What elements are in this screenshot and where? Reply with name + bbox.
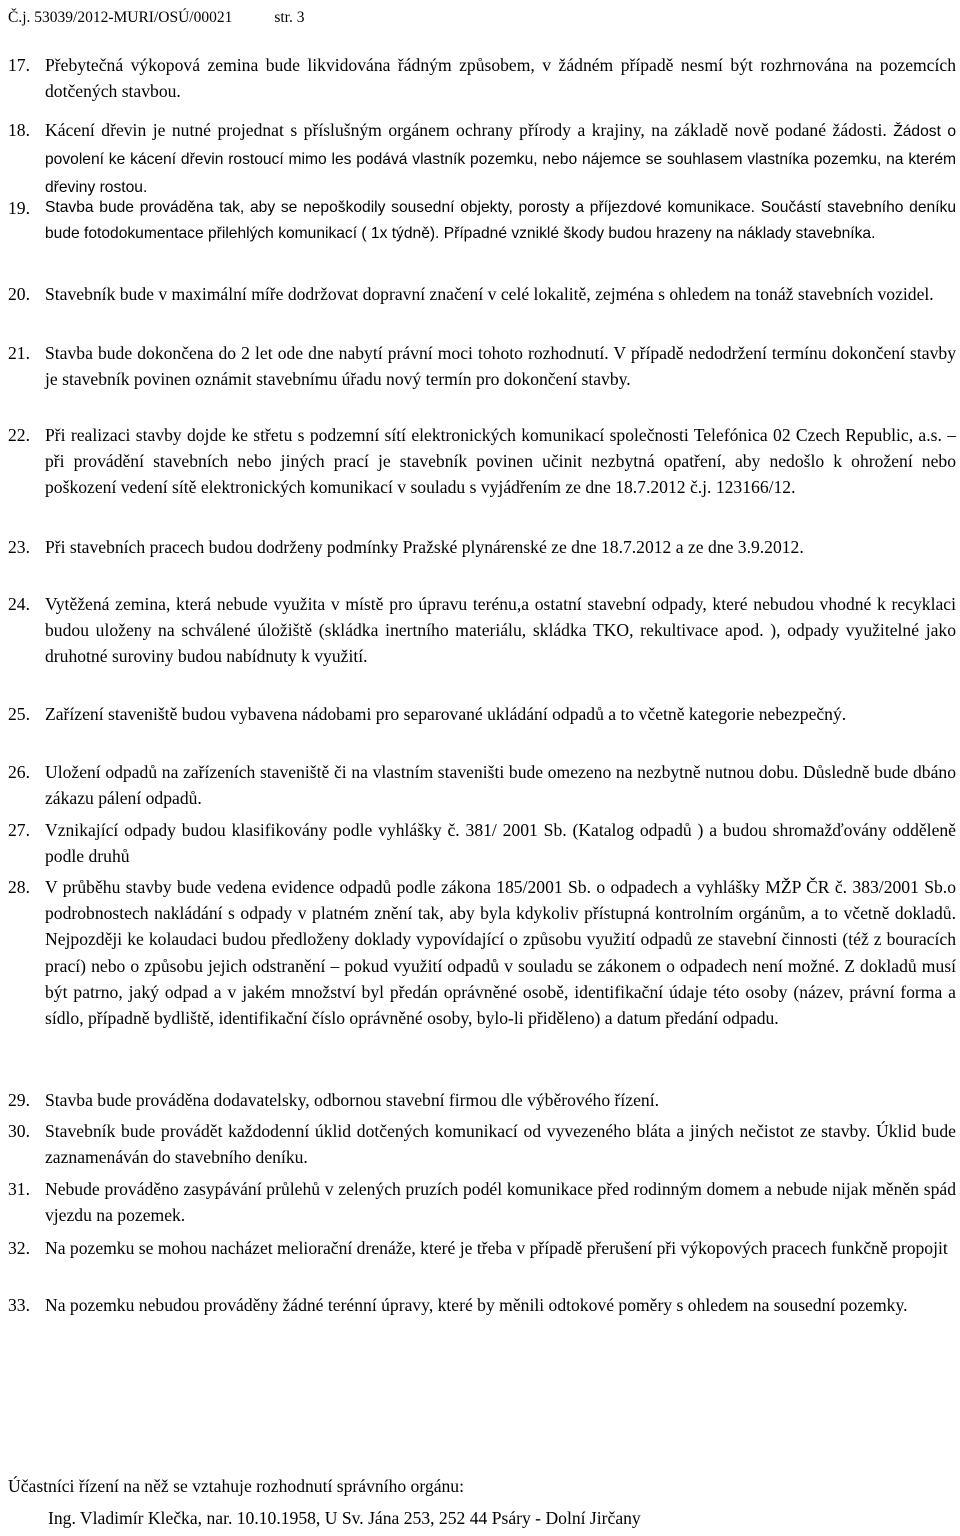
item-text-main: Kácení dřevin je nutné projednat s příslušným orgánem ochrany přírody a krajiny, na základě nově podané žádosti.	[45, 120, 887, 140]
item-number: 18.	[8, 120, 30, 140]
item-number: 26.	[8, 762, 30, 782]
participant-entry: Ing. Vladimír Klečka, nar. 10.10.1958, U Sv. Jána 253, 252 44 Psáry - Dolní Jirčany	[48, 1508, 641, 1528]
item-number: 20.	[8, 284, 30, 304]
condition-item-19	[8, 195, 956, 247]
item-number: 30.	[8, 1121, 30, 1141]
condition-item-18	[8, 117, 956, 202]
item-text: Vytěžená zemina, která nebude využita v místě pro úpravu terénu,a ostatní stavební odpady, které nebudou vhodné k recyklaci budou uloženy na schválené úložiště (skládka inertního materiálu, skládka TKO, rekultivace apod. ), odpady využitelné jako druhotné suroviny budou nabídnuty k využití.	[45, 594, 956, 667]
item-number: 23.	[8, 537, 30, 557]
item-number: 17.	[8, 55, 30, 75]
item-number: 32.	[8, 1238, 30, 1258]
item-text: Stavba bude prováděna dodavatelsky, odbornou stavební firmou dle výběrového řízení.	[45, 1090, 659, 1110]
item-text: V průběhu stavby bude vedena evidence odpadů podle zákona 185/2001 Sb. o odpadech a vyhlášky MŽP ČR č. 383/2001 Sb.o podrobnostech nakládání s odpady v platném znění tak, aby byla kdykoliv přístupná kontrolním orgánům, a to včetně dokladů. Nejpozději ke kolaudaci budou předloženy doklady vypovídající o způsobu využití odpadů ze stavební činnosti (též z bouracích prací) nebo o způsobu jejich odstranění – pokud využití odpadů v souladu se zákonem o odpadech není možné. Z dokladů musí být patrno, jaký odpad a v jakém množství byl předán oprávněné osobě, identifikační údaje této osoby (název, právní forma a sídlo, případně bydliště, identifikační číslo oprávněné osoby, bylo-li přiděleno) a datum předání odpadu.	[45, 877, 956, 1029]
condition-item-32	[8, 1235, 956, 1261]
item-text: Na pozemku se mohou nacházet meliorační drenáže, které je třeba v případě přerušení při výkopových pracech funkčně propojit	[45, 1238, 948, 1258]
item-text: Při stavebních pracech budou dodrženy podmínky Pražské plynárenské ze dne 18.7.2012 a ze dne 3.9.2012.	[45, 537, 804, 557]
item-text: Stavebník bude v maximální míře dodržovat dopravní značení v celé lokalitě, zejména s ohledem na tonáž stavebních vozidel.	[45, 284, 934, 304]
item-number: 28.	[8, 877, 30, 897]
item-text: Stavba bude dokončena do 2 let ode dne nabytí právní moci tohoto rozhodnutí. V případě nedodržení termínu dokončení stavby je stavebník povinen oznámit stavebnímu úřadu nový termín pro dokončení stavby.	[45, 343, 956, 390]
item-number: 29.	[8, 1090, 30, 1110]
item-number: 24.	[8, 594, 30, 614]
item-number: 21.	[8, 343, 30, 363]
condition-item-29	[8, 1087, 956, 1113]
item-text: Stavba bude prováděna tak, aby se nepoškodily sousední objekty, porosty a příjezdové komunikace. Součástí stavebního deníku bude fotodokumentace přilehlých komunikací ( 1x týdně). Případné vzniklé škody budou hrazeny na náklady stavebníka.	[45, 199, 956, 243]
condition-item-24	[8, 591, 956, 670]
condition-item-33	[8, 1292, 956, 1318]
reference-number: Č.j. 53039/2012-MURI/OSÚ/00021	[8, 9, 233, 26]
page-header	[8, 8, 305, 28]
item-text: Na pozemku nebudou prováděny žádné terénní úpravy, které by měnili odtokové poměry s ohledem na sousední pozemky.	[45, 1295, 908, 1315]
condition-item-25	[8, 701, 956, 727]
condition-item-28	[8, 874, 956, 1031]
item-text: Vznikající odpady budou klasifikovány podle vyhlášky č. 381/ 2001 Sb. (Katalog odpadů ) a budou shromažďovány odděleně podle druhů	[45, 820, 956, 867]
item-text-extra: Žádost o povolení ke kácení dřevin rostoucí mimo les podává vlastník pozemku, nebo nájemce se souhlasem vlastníka pozemku, na kterém dřeviny rostou.	[45, 123, 956, 197]
item-text	[45, 117, 956, 202]
item-text: Nebude prováděno zasypávání průlehů v zelených pruzích podél komunikace před rodinným domem a nebude nijak měněn spád vjezdu na pozemek.	[45, 1179, 956, 1226]
item-text: Při realizaci stavby dojde ke střetu s podzemní sítí elektronických komunikací společnosti Telefónica 02 Czech Republic, a.s. – při provádění stavebních nebo jiných prací je stavebník povinen učinit nezbytná opatření, aby nedošlo k ohrožení nebo poškození vedení sítě elektronických komunikací v souladu s vyjádřením ze dne 18.7.2012 č.j. 123166/12.	[45, 425, 956, 498]
item-number: 33.	[8, 1295, 30, 1315]
condition-item-26	[8, 759, 956, 811]
item-text: Stavebník bude provádět každodenní úklid dotčených komunikací od vyvezeného bláta a jiných nečistot ze stavby. Úklid bude zaznamenáván do stavebního deníku.	[45, 1121, 956, 1168]
condition-item-23	[8, 534, 956, 560]
condition-item-17	[8, 52, 956, 104]
item-text: Uložení odpadů na zařízeních staveniště či na vlastním staveništi bude omezeno na nezbytně nutnou dobu. Důsledně bude dbáno zákazu pálení odpadů.	[45, 762, 956, 809]
item-number: 25.	[8, 704, 30, 724]
item-number: 31.	[8, 1179, 30, 1199]
item-number: 27.	[8, 820, 30, 840]
condition-item-31	[8, 1176, 956, 1228]
item-text: Zařízení staveniště budou vybavena nádobami pro separované ukládání odpadů a to včetně kategorie nebezpečný.	[45, 704, 847, 724]
participants-heading: Účastníci řízení na něž se vztahuje rozhodnutí správního orgánu:	[8, 1476, 464, 1496]
page-number: str. 3	[274, 9, 305, 26]
item-number: 22.	[8, 425, 30, 445]
condition-item-22	[8, 422, 956, 501]
item-text: Přebytečná výkopová zemina bude likvidována řádným způsobem, v žádném případě nesmí být rozhrnována na pozemcích dotčených stavbou.	[45, 55, 956, 102]
item-number: 19.	[8, 198, 30, 218]
condition-item-30	[8, 1118, 956, 1170]
condition-item-21	[8, 340, 956, 392]
condition-item-27	[8, 817, 956, 869]
condition-item-20	[8, 281, 956, 307]
